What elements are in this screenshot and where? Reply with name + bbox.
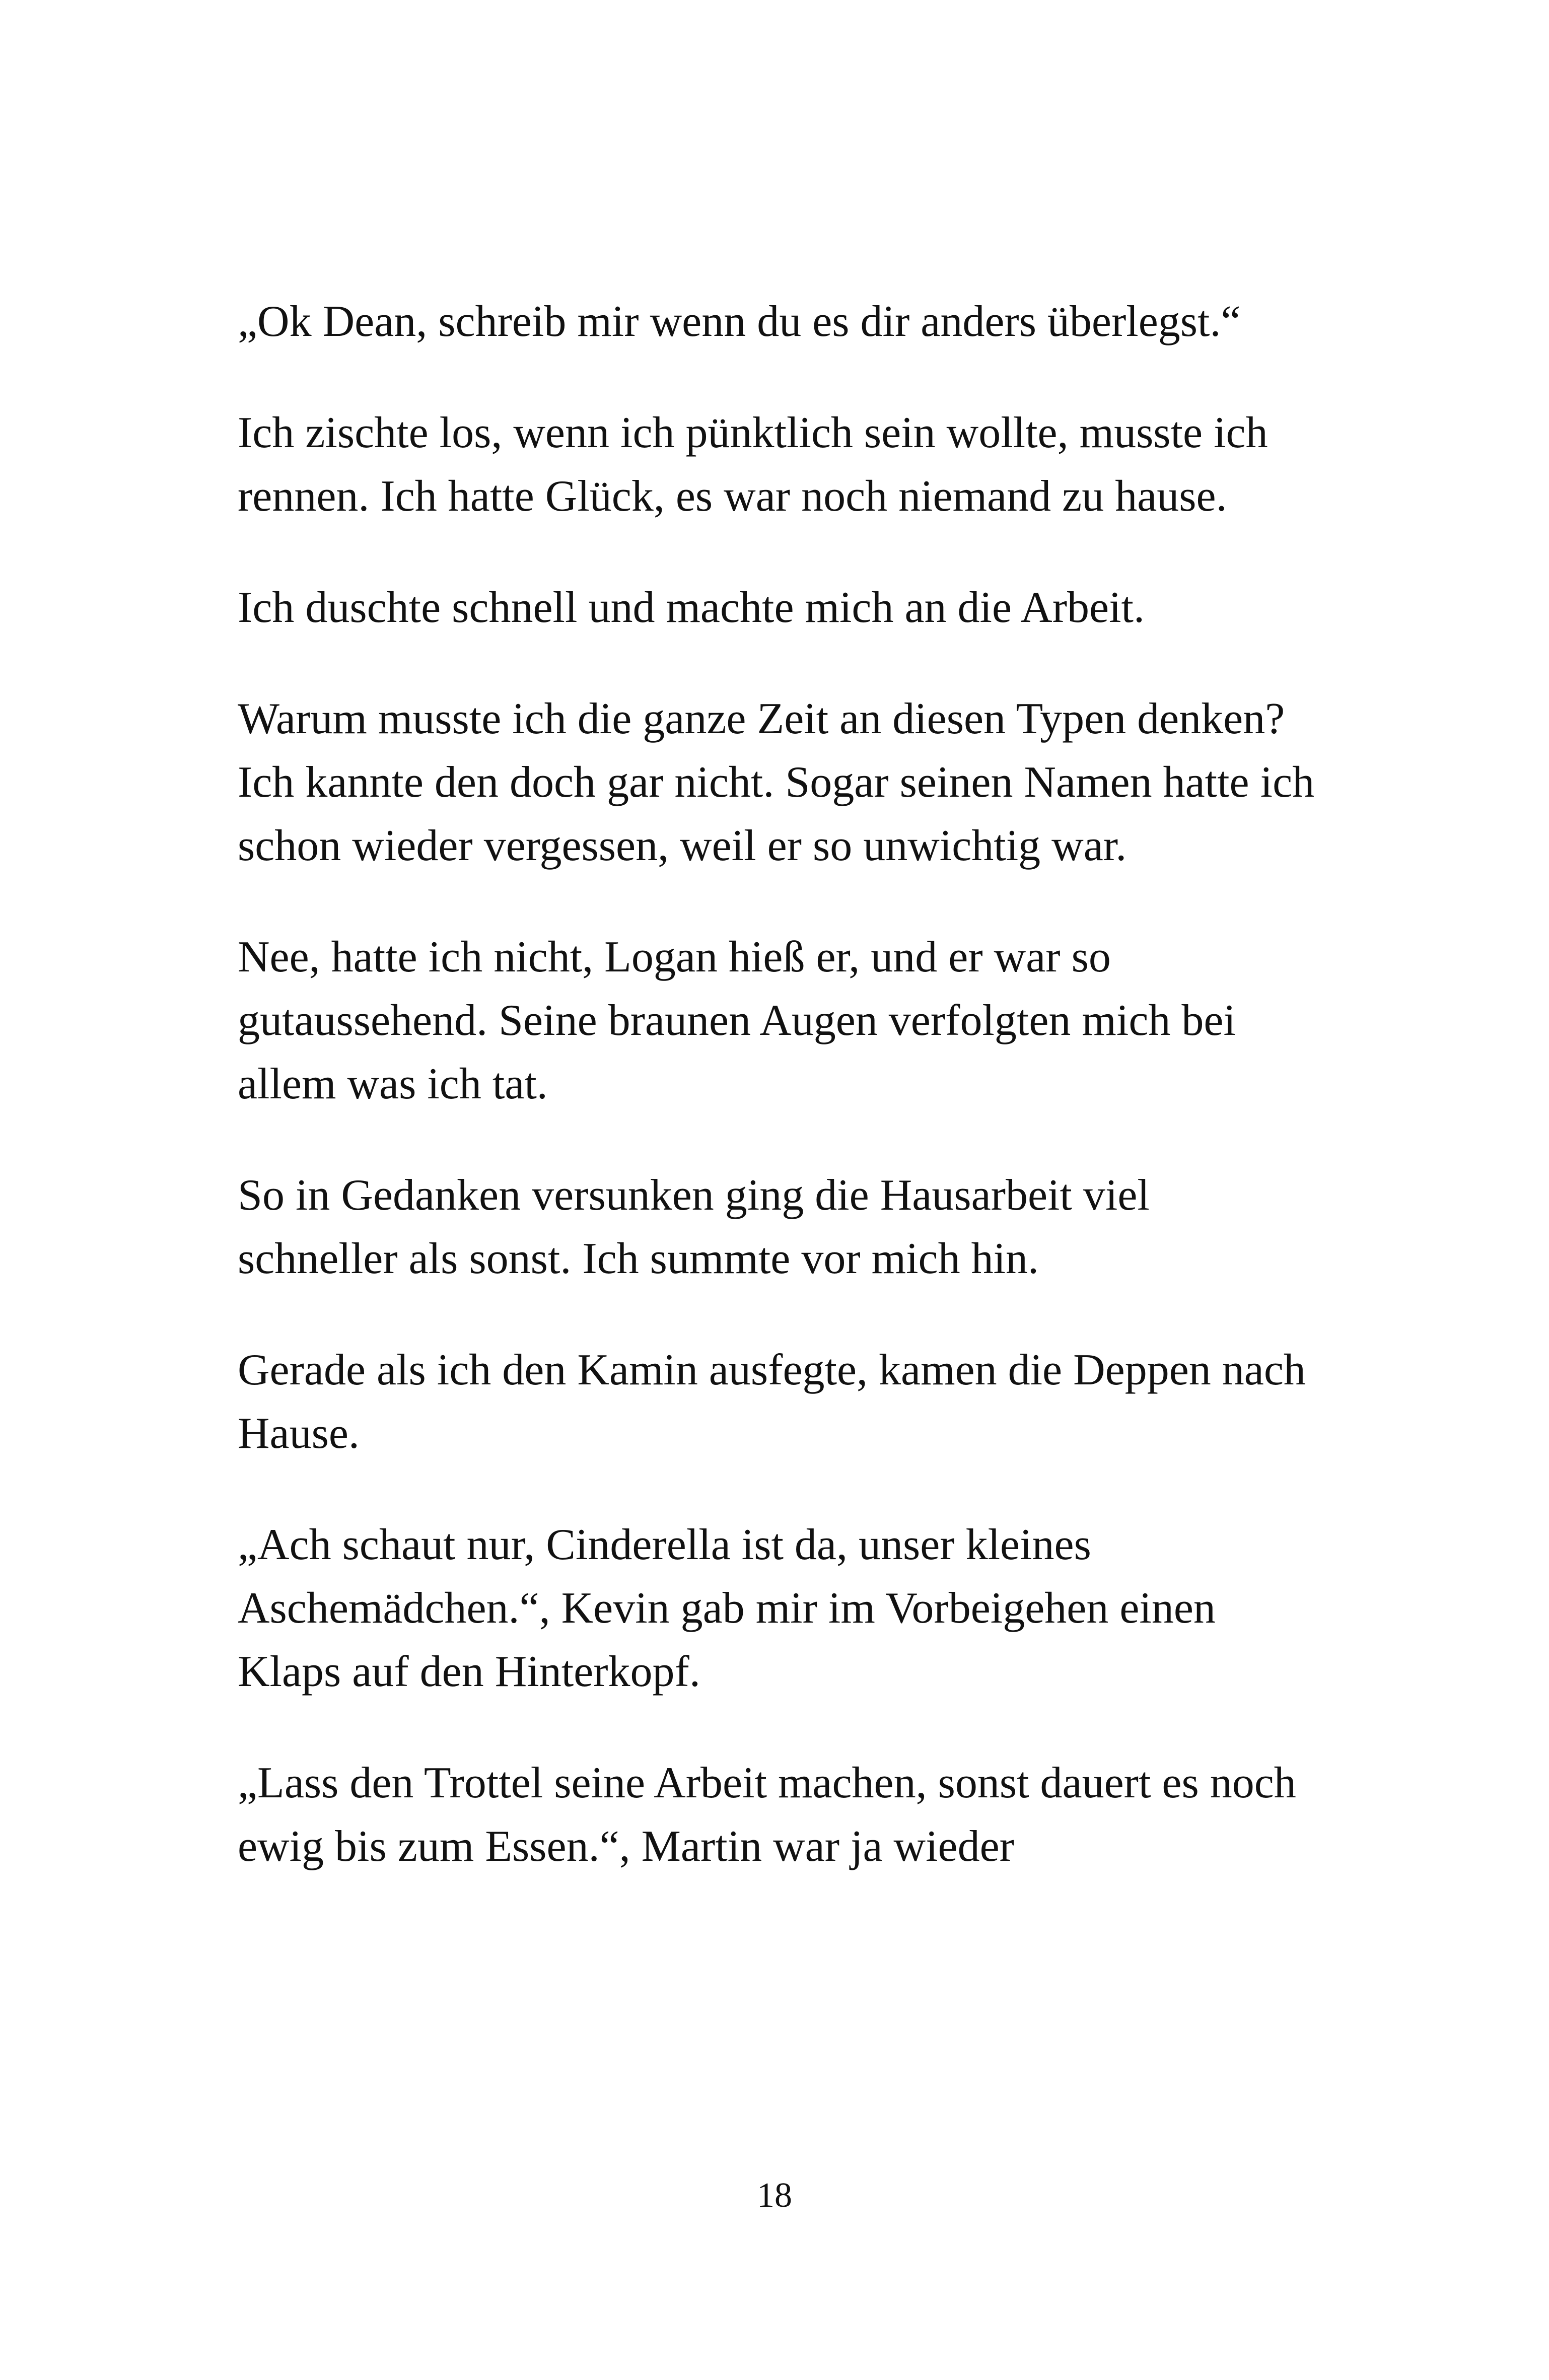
paragraph: Nee, hatte ich nicht, Logan hieß er, und er war so gutaussehend. Seine braunen Augen verfolgten mich bei allem was ich tat.: [238, 933, 1236, 1108]
paragraph: „Ach schaut nur, Cinderella ist da, unser kleines Aschemädchen.“, Kevin gab mir im Vorbeigehen einen Klaps auf den Hinterkopf.: [238, 1520, 1216, 1696]
paragraph: Warum musste ich die ganze Zeit an diesen Typen denken? Ich kannte den doch gar nicht. Sogar seinen Namen hatte ich schon wieder vergessen, weil er so unwichtig war.: [238, 694, 1315, 870]
paragraph: Ich duschte schnell und machte mich an die Arbeit.: [238, 583, 1145, 632]
paragraph: Gerade als ich den Kamin ausfegte, kamen die Deppen nach Hause.: [238, 1346, 1306, 1458]
paragraph: Ich zischte los, wenn ich pünktlich sein wollte, musste ich rennen. Ich hatte Glück, es war noch niemand zu hause.: [238, 408, 1268, 521]
paragraph: „Lass den Trottel seine Arbeit machen, sonst dauert es noch ewig bis zum Essen.“, Martin war ja wieder: [238, 1759, 1296, 1871]
paragraph: So in Gedanken versunken ging die Hausarbeit viel schneller als sonst. Ich summte vor mich hin.: [238, 1171, 1150, 1283]
page-text: [238, 290, 1320, 1926]
paragraph: „Ok Dean, schreib mir wenn du es dir anders überlegst.“: [238, 297, 1241, 346]
page-number: 18: [757, 2176, 792, 2215]
